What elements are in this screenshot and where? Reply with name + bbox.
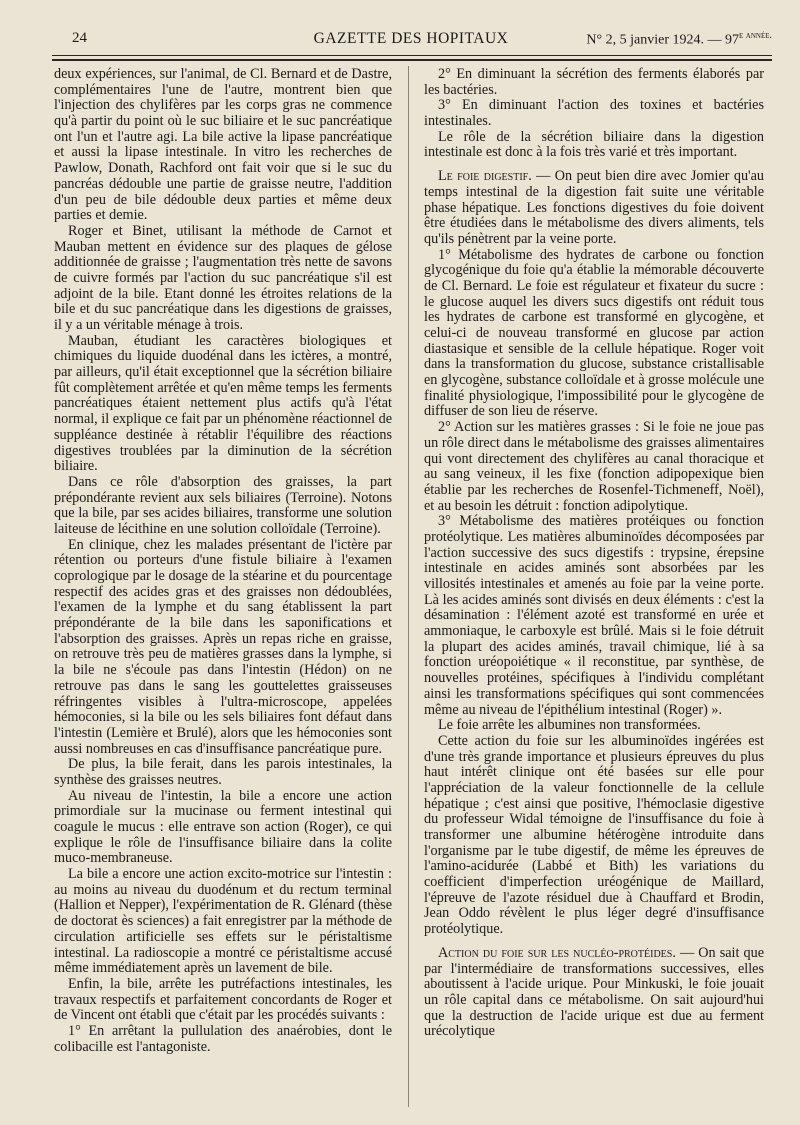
paragraph-text: — On peut bien dire avec Jomier qu'au temps intestinal de la digestion fait suite une véritable phase hépatique. Les fonctions digestives du foie doivent être étudiées dans le métabolisme des divers aliments, tels qu'ils pénètrent par la veine porte. — [424, 168, 765, 247]
paragraph: 2° Action sur les matières grasses : Si le foie ne joue pas un rôle direct dans le métabolisme des graisses alimentaires qui vont directement des chylifères au canal thoracique et au sang veineux, il les fixe (fonction adipopexique bien établie par les recherches de Rosenfel-Tichmeneff, Noël), et au besoin les détruit : fonction adipolytique. — [424, 419, 764, 514]
header-rule-thin — [52, 55, 772, 56]
page-number: 24 — [72, 30, 87, 46]
paragraph: 1° En arrêtant la pullulation des anaérobies, dont le colibacille est l'antagoniste. — [54, 1022, 392, 1055]
paragraph: 1° Métabolisme des hydrates de carbone ou fonction glycogénique du foie qu'a établie la mémorable découverte de Cl. Bernard. Le foie est régulateur et fixateur du sucre : le glucose auquel les divers sucs digestifs ont réduit tous les hydrates de carbone est transformé en glycogène, et celui-ci de nouveau transformé en glucose par action diastasique et sensible de la cellule hépatique. Roger voit dans la transformation du glucose, substance cristallisable en glycogène, substance colloïdale et à grosse molécule une finalité physiologique, l'impossibilité pour le glycogène de diffuser de son lieu de réserve. — [424, 246, 764, 420]
right-column — [424, 67, 764, 1040]
left-column — [54, 67, 392, 1055]
paragraph: Roger et Binet, utilisant la méthode de Carnot et Mauban mettent en évidence sur des plaques de gélose additionnée de graisse ; l'augmentation très nette de savons de cuivre formés par l'action du suc pancréatique s'il est adjoint de la bile. Etant donné les étroites relations de la bile et du suc pancréatique dans les digestions de graisses, il y a un véritable ménage à trois. — [54, 222, 392, 333]
section-heading-liver: Le foie digestif. — [438, 168, 532, 185]
paragraph-nucleo-section — [424, 946, 764, 1040]
paragraph: 3° En diminuant l'action des toxines et bactéries intestinales. — [424, 97, 764, 130]
paragraph: deux expériences, sur l'animal, de Cl. Bernard et de Dastre, complémentaires l'une de l'autre, montrent bien que l'injection des chylifères par les corps gras ne commence qu'à partir du point où le suc biliaire et le suc pancréatique ont l'un et l'autre agi. La bile active la lipase pancréatique et aussi la lipase intestinale. In vitro les recherches de Pawlow, Donath, Rachford ont fait voir que si le suc du pancréas dédouble une partie de graisse neutre, l'addition d'un peu de bile dédouble deux parties et même deux parties et demie. — [54, 66, 392, 224]
paragraph: Mauban, étudiant les caractères biologiques et chimiques du liquide duodénal dans les ictères, a montré, par ailleurs, qu'il était exceptionnel que la sécrétion biliaire fût complètement arrêtée et qu'en même temps les ferments pancréatiques étaient nettement plus actifs qu'à l'état normal, il explique ce fait par un phénomène réactionnel de suppléance destinée à rétablir l'équilibre des réactions digestives troublées par la diminution de la sécrétion biliaire. — [54, 332, 392, 475]
paragraph-liver-section — [424, 169, 764, 247]
paragraph: Enfin, la bile, arrête les putréfactions intestinales, les travaux respectifs et parfaitement concordants de Roger et de Vincent ont établi que c'était par les procédés suivants : — [54, 975, 392, 1024]
paragraph: 3° Métabolisme des matières protéiques ou fonction protéolytique. Les matières albuminoïdes décomposées par l'action successive des sucs digestifs : trypsine, érepsine intestinale en acides aminés sont absorbées par les villosités intestinales et amenés au foie par la veine porte. Là les acides aminés sont divisés en deux éléments : c'est la désamination : l'élément azoté est transformé en urée et ammoniaque, le carboxyle est brûlé. Mais si le foie détruit la plupart des acides aminés, travail chimique, lié à sa fonction uréopoiétique « il reconstitue, par synthèse, de nouvelles protéines, spécifiques à l'individu complétant ainsi les transformations spécifiques qui sont commencées même au niveau de l'épithélium intestinal (Roger) ». — [424, 513, 764, 718]
section-heading-nucleo: Action du foie sur les nucléo-protéides. — [438, 944, 676, 961]
paragraph: La bile a encore une action excito-motrice sur l'intestin : au moins au niveau du duodénum et du rectum terminal (Hallion et Nepper), l'expérimentation de R. Glénard (thèse de doctorat ès sciences) a fait enregistrer par la méthode de circulation artificielle ses effets sur le péristaltisme intestinal. La radioscopie a montré ce péristaltisme accusé même immédiatement après un lavement de bile. — [54, 866, 392, 977]
paragraph: Le foie arrête les albumines non transformées. — [438, 717, 701, 734]
header-rule-thick — [52, 59, 772, 61]
issue-info — [586, 30, 772, 49]
paragraph-text: — On sait que par l'intermédiaire de transformations successives, elles aboutissent à l'acide urique. Pour Minkuski, le foie jouait un rôle capital dans ce métabolisme. On sait aujourd'hui que la destruction de l'acide urique est due au ferment urécolytique — [424, 944, 764, 1040]
issue-suffix: e année. — [739, 30, 772, 41]
paragraph: De plus, la bile ferait, dans les parois intestinales, la synthèse des graisses neutres. — [54, 756, 392, 788]
page-header — [50, 28, 772, 52]
paragraph: Le rôle de la sécrétion biliaire dans la digestion intestinale est donc à la fois très varié et très important. — [424, 128, 764, 161]
paragraph: En clinique, chez les malades présentant de l'ictère par rétention ou porteurs d'une fistule biliaire à l'examen coprologique par le dosage de la stéarine et du pourcentage respectif des acides gras et des graisses non dédoublées, l'examen de la lymphe et du sang établissent la part prépondérante de la bile dans les saponifications et l'absorption des graisses. Après un repas riche en graisse, on retrouve très peu de matières grasses dans la lymphe, si la bile ne s'écoule pas dans l'intestin (Hédon) on ne retrouve pas dans le sang les gouttelettes graisseuses réfringentes visibles à l'ultra-microscope, appelées hémoconies, si la bile ou les sels biliaires font défaut dans l'intestin (Lemière et Brulé), alors que les hémoconies sont aussi nombreuses en cas d'insuffisance pancréatique pure. — [54, 536, 392, 757]
paragraph: Cette action du foie sur les albuminoïdes ingérées est d'une très grande importance et plusieurs épreuves du plus haut intérêt clinique ont été basées sur elle pour l'appréciation de la valeur fonctionnelle de la cellule hépatique ; c'est ainsi que positive, l'hémoclasie digestive du professeur Widal témoigne de l'insuffisance du foie à transformer une albumine hétérogène introduite dans l'organisme par le tube digestif, de même les épreuves de l'amino-acidurée (Labbé et Bith) les variations du coefficient d'imperfection uréogénique de Maillard, l'épreuve de l'azote résiduel due à Chauffard et Brodin, Jean Oddo révèlent le plus léger degré d'insuffisance protéolytique. — [424, 732, 764, 938]
journal-title: GAZETTE DES HOPITAUX — [313, 30, 509, 47]
column-divider — [408, 66, 409, 1107]
paragraph: 2° En diminuant la sécrétion des ferments élaborés par les bactéries. — [424, 66, 764, 98]
paragraph: Dans ce rôle d'absorption des graisses, la part prépondérante revient aux sels biliaires (Terroine). Notons que la bile, par ses acides biliaires, transforme une solution laiteuse de lécithine en une solution colloïdale (Terroine). — [54, 473, 392, 537]
issue-number: N° 2, 5 janvier 1924. — 97 — [586, 32, 739, 48]
paragraph: Au niveau de l'intestin, la bile a encore une action primordiale sur la mucinase ou ferment intestinal qui coagule le mucus : elle entrave son action (Roger), ce qui explique le rôle de l'insuffisance biliaire dans la colite muco-membraneuse. — [54, 787, 392, 867]
